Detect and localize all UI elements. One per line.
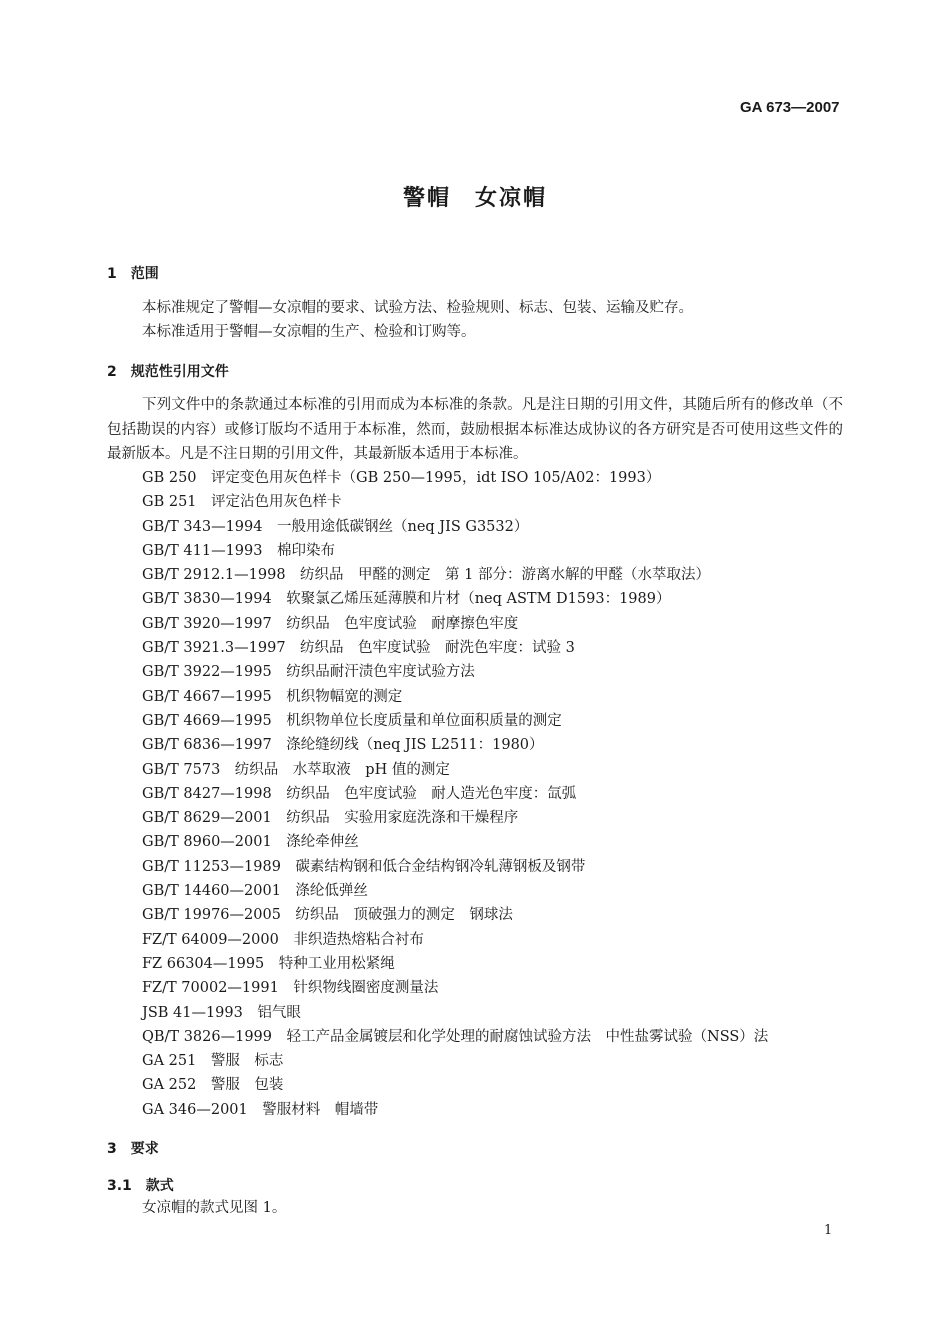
reference-item: GB/T 4667—1995 机织物幅宽的测定 [142,688,403,705]
section-2-heading: 2 规范性引用文件 [107,364,229,380]
reference-item: FZ/T 64009—2000 非织造热熔粘合衬布 [142,931,424,948]
section-3-heading: 3 要求 [107,1141,159,1157]
reference-item: GB/T 7573 纺织品 水萃取液 pH 值的测定 [142,761,450,778]
reference-item: GB/T 3830—1994 软聚氯乙烯压延薄膜和片材（neq ASTM D1593：1989） [142,591,671,608]
section-3-1-heading: 3.1 款式 [107,1178,174,1194]
reference-item: QB/T 3826—1999 轻工产品金属镀层和化学处理的耐腐蚀试验方法 中性盐雾试验（NSS）法 [142,1028,769,1045]
page-number: 1 [824,1223,833,1238]
reference-item: GB/T 3920—1997 纺织品 色牢度试验 耐摩擦色牢度 [142,615,519,632]
reference-item: GB/T 14460—2001 涤纶低弹丝 [142,883,368,900]
reference-item: GB/T 2912.1—1998 纺织品 甲醛的测定 第 1 部分：游离水解的甲醛（水萃取法） [142,567,710,584]
reference-item: FZ/T 70002—1991 针织物线圈密度测量法 [142,980,439,997]
reference-item: GB/T 3921.3—1997 纺织品 色牢度试验 耐洗色牢度：试验 3 [142,640,575,657]
reference-item: GB/T 8960—2001 涤纶牵伸丝 [142,834,359,851]
reference-item: GB/T 6836—1997 涤纶缝纫线（neq JIS L2511：1980） [142,737,544,754]
reference-item: GA 252 警服 包装 [142,1077,284,1094]
reference-item: GA 251 警服 标志 [142,1053,284,1070]
section-1-paragraph-2: 本标准适用于警帽—女凉帽的生产、检验和订购等。 [142,324,476,340]
reference-item: GB 251 评定沾色用灰色样卡 [142,494,342,511]
reference-item: GB/T 3922—1995 纺织品耐汗渍色牢度试验方法 [142,664,475,681]
standard-code: GA 673—2007 [740,99,840,116]
reference-item: GA 346—2001 警服材料 帽墙带 [142,1101,379,1118]
section-2-intro: 下列文件中的条款通过本标准的引用而成为本标准的条款。凡是注日期的引用文件，其随后所有的修改单（不包括勘误的内容）或修订版均不适用于本标准，然而，鼓励根据本标准达成协议的各方研究是否可使用这些文件的最新版本。凡是不注日期的引用文件，其最新版本适用于本标准。 [107,397,843,462]
section-1-paragraph-1: 本标准规定了警帽—女凉帽的要求、试验方法、检验规则、标志、包装、运输及贮存。 [142,300,693,316]
page-title: 警帽 女凉帽 [402,186,547,211]
reference-item: JSB 41—1993 铝气眼 [142,1004,301,1021]
reference-item: GB/T 8427—1998 纺织品 色牢度试验 耐人造光色牢度：氙弧 [142,785,577,802]
reference-item: GB/T 4669—1995 机织物单位长度质量和单位面积质量的测定 [142,712,562,729]
reference-item: GB 250 评定变色用灰色样卡（GB 250—1995，idt ISO 105/A02：1993） [142,470,661,486]
reference-item: GB/T 411—1993 棉印染布 [142,542,335,559]
section-1-heading: 1 范围 [107,266,159,282]
reference-item: FZ 66304—1995 特种工业用松紧绳 [142,955,395,972]
section-3-1-paragraph: 女凉帽的款式见图 1。 [142,1200,287,1216]
reference-list [142,466,768,1122]
reference-item: GB/T 343—1994 一般用途低碳钢丝（neq JIS G3532） [142,518,529,535]
reference-item: GB/T 19976—2005 纺织品 顶破强力的测定 钢球法 [142,907,513,924]
reference-item: GB/T 11253—1989 碳素结构钢和低合金结构钢冷轧薄钢板及钢带 [142,858,586,875]
reference-item: GB/T 8629—2001 纺织品 实验用家庭洗涤和干燥程序 [142,810,519,827]
